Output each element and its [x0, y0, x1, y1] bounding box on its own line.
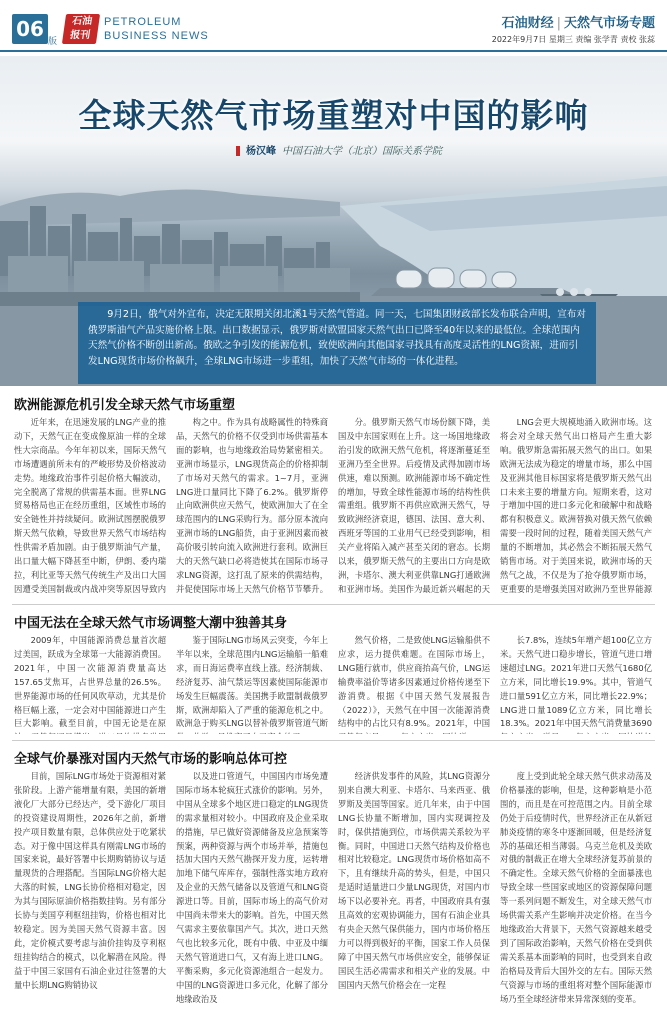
section-3-column-2: [176, 770, 328, 1016]
issue-info: 2022年9月7日 星期三 责编 张学青 责校 张蕊: [491, 35, 655, 44]
section-1-column-3-text: 分。俄罗斯天然气市场份额下降，美国及中东国家则在上升。这一场国地缘政治引发的欧洲天然气危机，将逐渐蔓延至亚洲乃至全世界。后疫情及武得加剧市场供速，难以预测。欧洲能源市场不确定性的增加，导致全球性能源市场的结构性供需重组。俄罗斯不再供应欧洲天然气，导致欧洲经济衰退，德国、法国、意大利、西班牙等国的工业用气已经受到影响，相关产业将陷入减产甚至关闭的窘态。长期以来，俄罗斯天然气的主要出口方向是欧洲，卡塔尔、澳大利亚供靠LNG打通欧洲和亚洲市场。美国作为最近新兴崛起的天: [338, 417, 490, 594]
section-3-column-3: [338, 770, 490, 1016]
section-divider: [12, 604, 655, 605]
section-2-column-3: [338, 634, 490, 734]
section-3-column-2-text: 以及进口管道气，中国国内市场免遭国际市场本轮疯狂式涨价的影响。另外，中国从全球多个地区进口稳定的LNG现货的需求量相对较小。中国政府及企业采取的措施，早已做好资源储备及应急预案等预案，两种资源与两个市场并举，措施包括加大国内天然气勘探开发力度，运转增加地下储气库库存，强制性落实地方政府及企业的天然气储备以及管道气和LNG资源进口等。目前，国际市场上的高气价对中国尚未带来大的影响。首先，中国天然气需求主要依靠国产气。其次，进口天然气也比较多元化，既有中俄、中亚及中缅天然气管道进口气，又有海上进口LNG。平衡采购，多元化资源池组合一起发力。中国的LNG资源进口多元化，化解了部分地缘政治及: [176, 771, 328, 1004]
section-name: 石油财经: [501, 16, 554, 31]
section-1-column-2-text: 构之中。作为具有战略属性的特殊商品，天然气的价格不仅受到市场供需基本面的影响，也与地缘政治局势紧密相关。亚洲市场显示，LNG现货高企的价格抑制了市场对天然气的需求。1~7月，亚洲LNG进口量同比下降了6.2%。俄罗斯停止向欧洲供应天然气，使欧洲加大了在全球范围内的LNG采购行为。部分原本流向亚洲市场的LNG船货，由于亚洲因素而被高价吸引转向流入欧洲进行套利。欧洲巨大的天然气缺口必将造使其在国际市场寻求LNG资源，这打乱了原来的供需结构，并促使国际市场上天然气价格节节攀升。: [176, 417, 328, 594]
section-2-column-3-text: 然气价格，二是致使LNG运输船供不应求，运力提供难题。在国际市场上，LNG随行就市，供应商抬高气价，LNG运输费率溢价等诸多因素通过价格传递至下游消费。根据《中国天然气发展报告（2022）》，天然气在中国一次能源消费结构中的占比只有8.9%。2021年，中国: [338, 635, 490, 729]
publication-name-line1: PETROLEUM: [104, 16, 182, 28]
hero-image: [0, 56, 667, 386]
article-lead: 9月2日，俄气对外宣布，决定无限期关闭北溪1号天然气管道。同一天，七国集团财政部长发布联合声明，宣布对俄罗斯油气产品实施价格上限。出口数据显示，俄罗斯对欧盟国家天然气出口已降至40年以来的最低位。全球范围内天然气价格不断创出新高。俄欧之争引发的能源危机，致使欧洲向其他国家寻找具有高度灵活性的LNG资源，进而引发LNG现货市场价格飙升，全球LNG市场进一步重组，加快了天然气市场的一体化进程。: [78, 302, 596, 384]
section-3-column-4-text: 度上受到此轮全球天然气供求动荡及价格暴涨的影响，但是，这种影响是小范围的，而且是在可控范围之内。目前全球仍处于后疫情时代，世界经济正在从新冠肺炎疫情的寒冬中逐渐回暖，但是经济复苏的基础还相当薄弱。乌克兰危机及美欧对俄的制裁正在增大全球经济复苏前景的不确定性。全球天然气价格的全面暴涨也导致全球一些国家或地区的资源保障问题等一系列问题不断发生，对全球天然气市场供需关系产生影响并决定价格。在当今地缘政治大背景下，天然气资源越来越受到了国际政治影响，天然气价格在受到供需关系基本面影响的同时，也受到来自政治格局及背后大国外交的左右。国际天然气资源与市场的重组将对整个国际能源市场乃至全球经济带来异常深刻的变革。: [500, 771, 652, 1004]
header-divider: [0, 50, 667, 52]
section-3-column-4: [500, 770, 652, 1016]
publication-name-line2: BUSINESS NEWS: [104, 30, 209, 42]
section-2-column-2: [176, 634, 328, 734]
section-3-column-1: [14, 770, 166, 1016]
section-3-column-3-text: 经济供发事件的风险，其LNG资源分别来自澳大利亚、卡塔尔、马来西亚、俄罗斯及美国等国家。近几年来，由于中国LNG长协量不断增加，国内实现调控及时，保供措施到位，市场供需关系较为平衡。同时，中国进口天然气结构及价格也相对比较稳定。LNG现货市场价格如高不下，且有继续升高的势头，但是，中国只是适时适量进口少量LNG现货，对国内市场下以必要补充。再者，中国政府具有强且高效的宏观协调能力，国有石油企业具有央企天然气保供能力，国内市场价格压力可以得到极好的平衡，国家工作人员保障了中国天然气市场供应安全，能够保证国民生活必需需求和相关产业的发展。中国国内天然气价格会在一定程: [338, 771, 490, 990]
section-divider: [12, 740, 655, 741]
section-1-column-3: [338, 416, 490, 598]
section-3-title: 全球气价暴涨对国内天然气市场的影响总体可控: [14, 752, 288, 767]
section-3-column-1-text: 目前，国际LNG市场处于资源相对紧张阶段。上游产能增量有限，美国的新增液化厂大部分已经达产，受下游化厂项目的投资建设周期性，2026年之前，新增投产项目数量有限，总体供应处于吃紧状态。对于像中国这样具有刚需LNG市场的国家来说，最好答署中长期购销协议与适量现货的合理搭配。当国际LNG价格大起大落的时候，LNG长协价格相对稳定，因为其与国际原油价格指数挂钩。另有部分长协与美国亨利枢纽挂钩，价格也相对比较稳定。因为美国天然气资源丰富。因此，定价模式要考虑与油价挂钩及亨利枢纽挂钩结合的模式，以化解潜在风险。得益于中国三家国有石油企业过往签署的大量中长期LNG购销协议: [14, 771, 166, 990]
section-1-title: 欧洲能源危机引发全球天然气市场重塑: [14, 398, 236, 413]
author-name: 杨汉峰: [246, 146, 276, 157]
section-1-column-2: [176, 416, 328, 598]
author-affiliation: 中国石油大学（北京）国际关系学院: [282, 146, 442, 157]
page-header: [0, 0, 667, 56]
section-2-column-4-text: 长7.8%，连续5年增产超100亿立方米。天然气进口稳步增长，管道气进口增速超过LNG。2021年进口天然气1680亿立方米，同比增长19.9%。其中，管道气进口量591亿立方米，同比增长22.9%；LNG进口量1089亿立方米，同比增长18.3%。2021年中国天然气消费量3690: [500, 635, 652, 729]
section-topic: 天然气市场专题: [563, 16, 655, 31]
section-1-column-4: [500, 416, 652, 598]
section-1-column-1-text: 近年来，在迅速发展的LNG产业的推动下，天然气正在变成像原油一样的全球性大宗商品。今年年初以来，国际天然气市场遭遇前所未有的严峻形势及价格波动走势。地缘政治事件引起价格大幅波动，完全脱离了常规的供需基本面。世界LNG贸易格局也正在经历重组，区域性市场的安全链性并持续疑问。欧洲试图摆脱俄罗斯天然气依赖，导致世界天然气市场结构性供需矛盾加剧。由于俄罗斯油气产量，出口量大幅下降甚至中断，伊朗、委内瑞拉，利比亚等天然气传统生产及出口大国因遭受美国制裁或内战冲突等原因导致内: [14, 417, 166, 594]
section-2-column-1: [14, 634, 166, 734]
author-marker: [236, 146, 240, 156]
article-title: 全球天然气市场重塑对中国的影响: [78, 96, 589, 135]
section-1-column-4-text: LNG会更大规模地涌入欧洲市场。这将会对全球天然气出口格局产生重大影响。俄罗斯急需拓展天然气的出口。如果欧洲无法成为稳定的增量市场，那么中国及亚洲其他目标国家将是俄罗斯天然气出口未来主要的增量方向。短期来看，这对于增加中国的进口多元化和破解中和战略都有积极意义。欧洲替换对俄天然气依赖需要一段时间的过程，随着美国天然气产量的不断增加，其必然会不断拓展天然气销售市场。对于美国来说，欧洲市场的天然气之战，不仅是为了抢夺俄罗斯市场，更重要的是增强美国对欧洲乃至世界能源: [500, 417, 652, 594]
section-2-column-1-text: 2009年，中国能源消费总量首次超过美国，跃成为全球第一大能源消费国。2021年，中国一次能源消费量高达157.65艾焦耳，占世界总量的26.5%。世界能源市场的任何风吹草动，尤其是价格巨幅上涨，一定会对中国能源进口产生巨大影响。截至目前，中国无论是在原: [14, 635, 166, 729]
section-2-column-4: [500, 634, 652, 734]
newspaper-logo: 石油 报刊: [62, 14, 100, 44]
section-2-title: 中国无法在全球天然气市场调整大潮中独善其身: [14, 616, 288, 631]
author-line: [236, 142, 442, 157]
section-1-column-1: [14, 416, 166, 598]
section-header: 石油财经 | 天然气市场专题: [501, 16, 655, 31]
page-number: 06: [12, 14, 48, 44]
section-2-column-2-text: 鉴于国际LNG市场风云突变，今年上半年以来，全球范围内LNG运输船一船难求，而日海运费率直线上涨。经济制裁、经济复苏、油气禁运等因素使国际能源市场发生巨幅震荡。美国携手欧盟制裁俄罗斯，欧洲却陷入了严重的能源危机之中。欧洲急于购买LNG以替补俄罗斯管道气断: [176, 635, 328, 729]
page-number-suffix: 版: [48, 37, 58, 47]
